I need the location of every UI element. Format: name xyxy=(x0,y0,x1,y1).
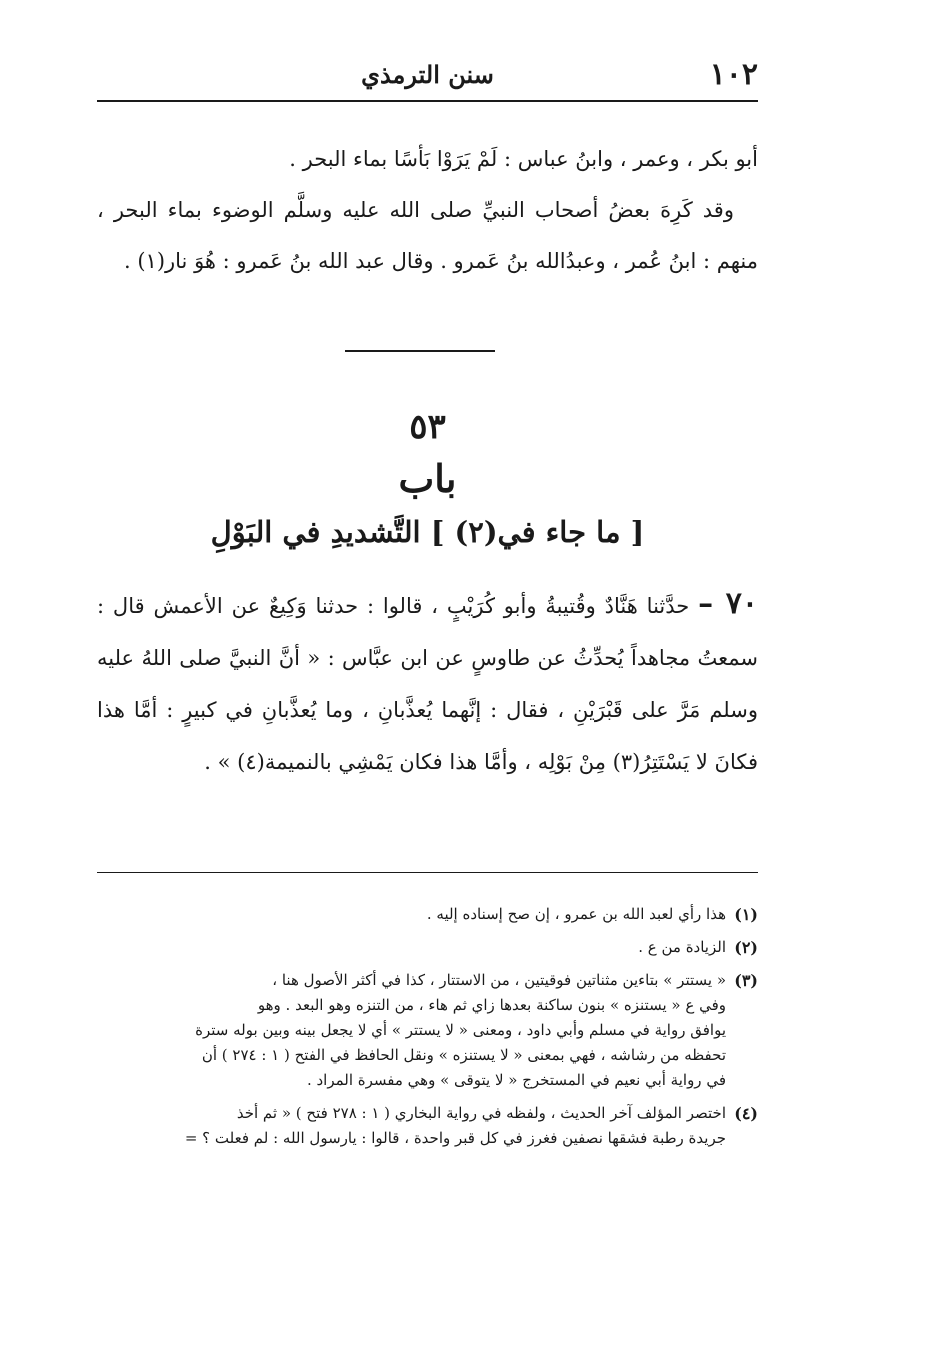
chapter-label: باب xyxy=(398,456,457,501)
intro-text xyxy=(97,134,758,287)
footnote-line: في رواية أبي نعيم في المستخرج « لا يتوقى » وهي مفسرة المراد . xyxy=(306,1071,726,1089)
footnote-3 xyxy=(97,968,758,1093)
footnote-line: اختصر المؤلف آخر الحديث ، ولفظه في رواية البخاري ( ١ : ٢٧٨ فتح ) « ثم أخذ xyxy=(236,1104,726,1122)
footnote-line: يوافق رواية في مسلم وأبي داود ، ومعنى « لا يستتر » أي لا يجعل بينه وبين بوله سترة xyxy=(195,1021,726,1039)
hadith-text: حدَّثنا هَنَّادٌ وقُتيبةُ وأبو كُرَيْبٍ ، قالوا : حدثنا وَكِيعٌ عن الأعمش قال : سمعتُ مجاهداً يُحدِّثُ عن طاوسٍ عن ابن عبَّاس : « أنَّ النبيَّ صلى اللهُ عليه وسلم مَرَّ على قَبْرَيْنِ ، فقال : إنَّهما يُعذَّبانِ ، وما يُعذَّبانِ في كبيرٍ : أمَّا هذا فكانَ لا يَسْتَتِرُ(٣) مِنْ بَوْلِه ، وأمَّا هذا فكان يَمْشِي بالنميمة(٤) » . xyxy=(97,594,758,774)
footnote-1 xyxy=(97,902,758,927)
footnote-line: وفي ع « يستنزه » بنون ساكنة بعدها زاي ثم هاء ، من التنزه وهو البعد . وهو xyxy=(257,996,726,1014)
hadith-number: ٧٠ – xyxy=(698,586,759,621)
page-number: ١٠٢ xyxy=(709,57,758,92)
footnotes xyxy=(97,902,758,1159)
footnote-number: (٤) xyxy=(734,1104,758,1123)
hadith-paragraph xyxy=(97,578,758,788)
footnote-2 xyxy=(97,935,758,960)
footnote-number: (١) xyxy=(734,905,758,924)
page-header xyxy=(97,58,758,98)
footnote-line: الزيادة من ع . xyxy=(638,938,726,956)
footnote-number: (٢) xyxy=(734,938,758,957)
hadith-block xyxy=(97,578,758,788)
footnote-4 xyxy=(97,1101,758,1151)
header-rule xyxy=(97,100,758,102)
chapter-number: ٥٣ xyxy=(409,407,446,447)
intro-paragraph: وقد كَرِهَ بعضُ أصحاب النبيِّ صلى الله عليه وسلَّم الوضوء بماء البحر ، منهم : ابنُ عُمر ، وعبدُالله بنُ عَمرو . وقال عبد الله بنُ عَمرو : هُوَ نار(١) . xyxy=(97,198,758,273)
footnote-rule xyxy=(97,872,758,873)
footnote-line: جريدة رطبة فشقها نصفين فغرز في كل قبر واحدة ، قالوا : يارسول الله : لم فعلت ؟ = xyxy=(184,1129,726,1147)
footnote-number: (٣) xyxy=(734,971,758,990)
footnote-line: « يستتر » بتاءين مثناتين فوقيتين ، من الاستتار ، كذا في أكثر الأصول هنا ، xyxy=(272,971,726,989)
running-title: سنن الترمذي xyxy=(361,60,494,89)
footnote-line: تحفظه من رشاشه ، فهي بمعنى « لا يستنزه » ونقل الحافظ في الفتح ( ١ : ٢٧٤ ) أن xyxy=(201,1046,726,1064)
section-divider xyxy=(345,350,495,352)
intro-paragraph: أبو بكر ، وعمر ، وابنُ عباس : لَمْ يَرَوْا بَأسًا بماء البحر . xyxy=(289,147,758,171)
footnote-line: هذا رأي لعبد الله بن عمرو ، إن صح إسناده إليه . xyxy=(426,905,726,923)
chapter-title: [ ما جاء في(٢) ] التَّشديدِ في البَوْلِ xyxy=(210,515,645,549)
